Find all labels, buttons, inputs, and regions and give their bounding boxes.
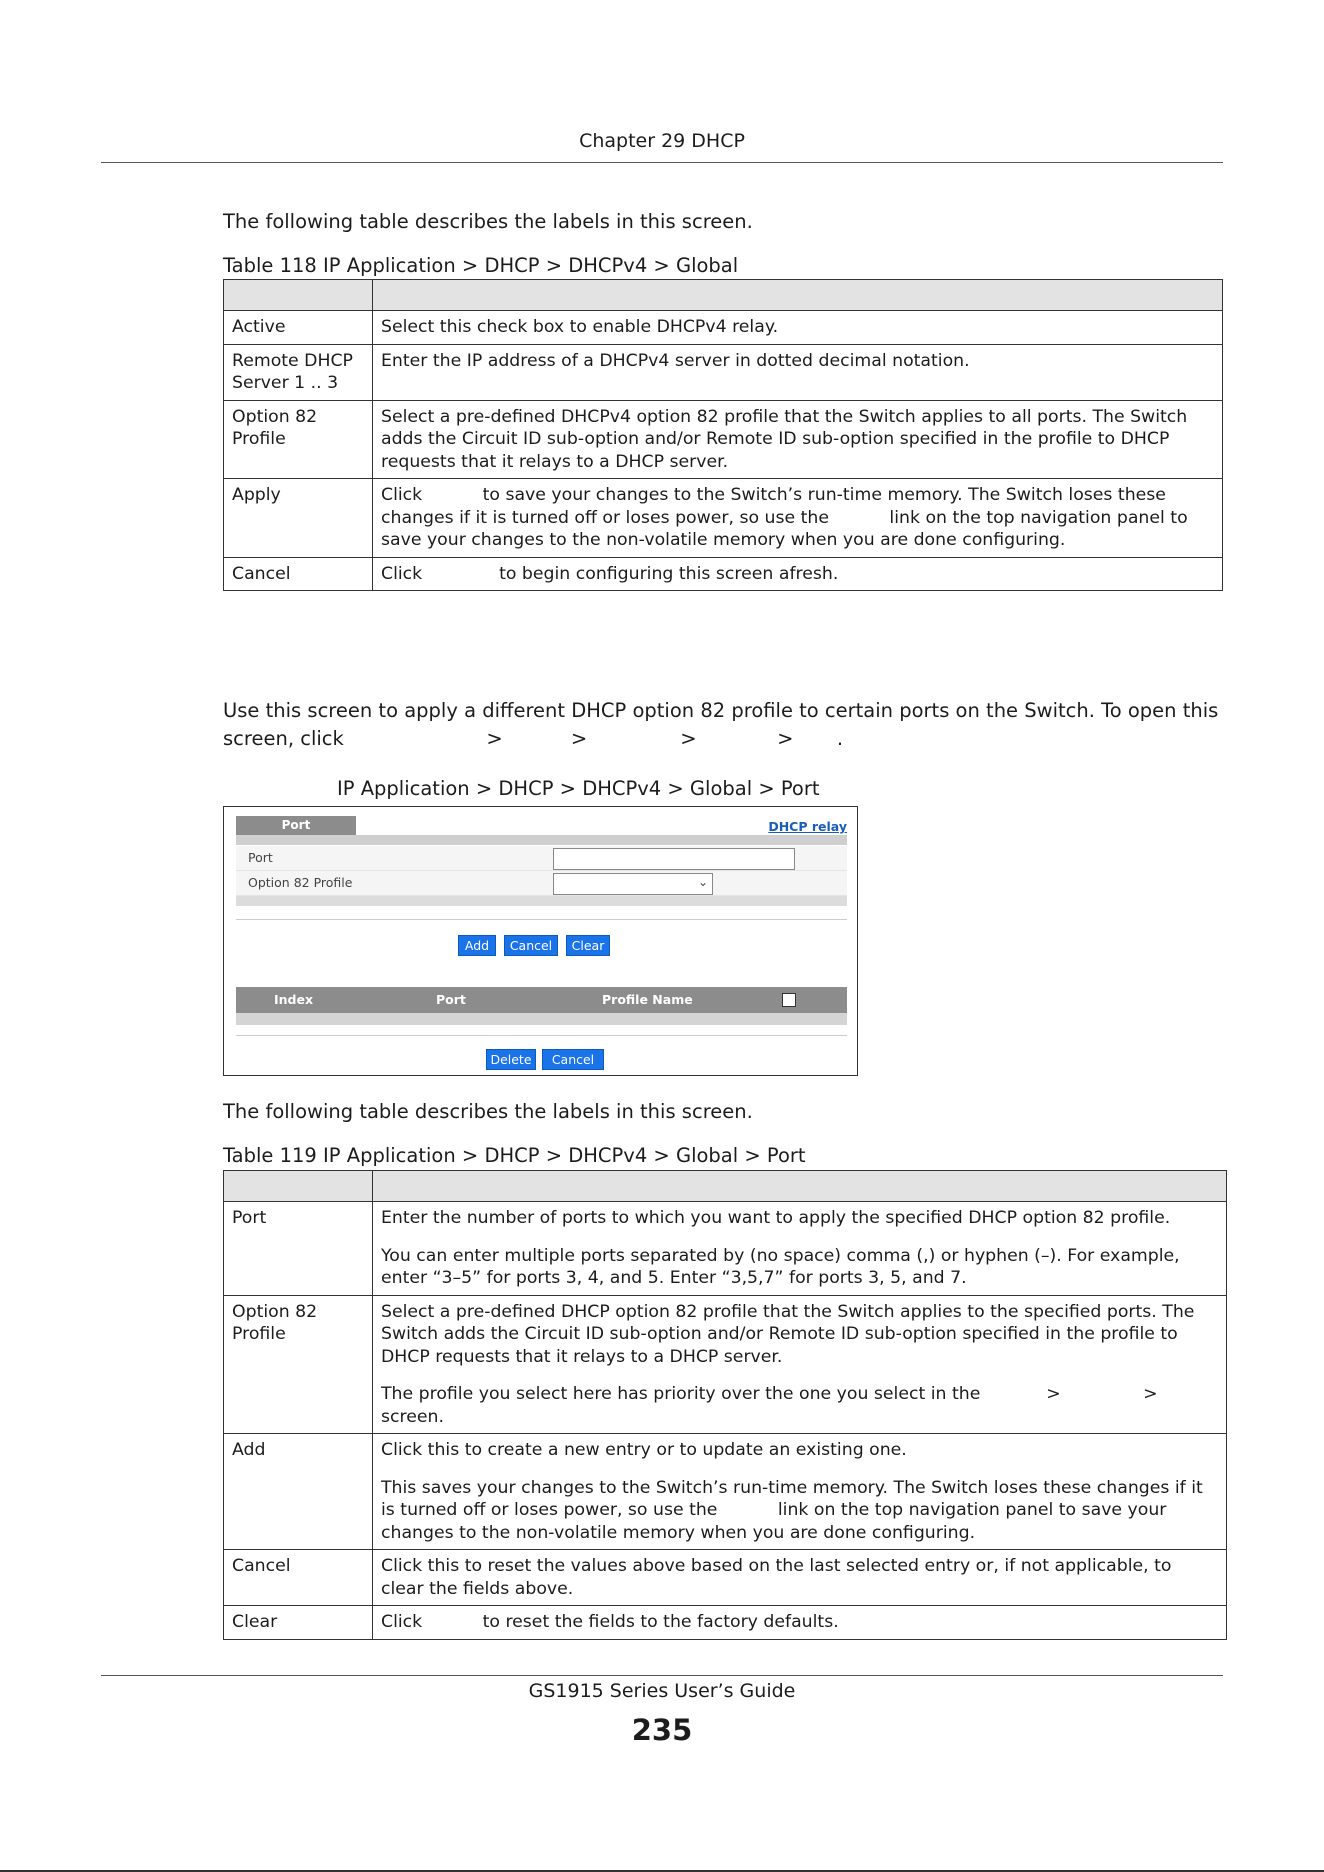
col-port: Port — [436, 992, 466, 1007]
row-description: Click to reset the fields to the factory defaults. — [373, 1606, 1227, 1640]
grid-header — [236, 987, 847, 1013]
port-row — [236, 846, 847, 871]
row-label: Remote DHCP Server 1 .. 3 — [224, 344, 373, 400]
row-label: Cancel — [224, 557, 373, 591]
cancel-button-2[interactable]: Cancel — [542, 1049, 604, 1070]
table-row — [224, 311, 1223, 345]
table-row — [224, 1202, 1227, 1296]
table-118 — [223, 279, 1223, 591]
option82-row — [236, 871, 847, 896]
table-row — [224, 557, 1223, 591]
port-input[interactable] — [553, 848, 795, 870]
port-screen-intro-line1: Use this screen to apply a different DHCP option 82 profile to certain ports on the Switch. To open this — [223, 699, 1219, 722]
figure-caption: IP Application > DHCP > DHCPv4 > Global > Port — [337, 777, 820, 800]
row-description: Click to save your changes to the Switch’s run-time memory. The Switch loses these changes if it is turned off or loses power, so use the link on the top navigation panel to save your changes to the non-volatile memory when you are done configuring. — [373, 479, 1223, 558]
table-row — [224, 479, 1223, 558]
footer-rule — [101, 1675, 1223, 1676]
row-label: Clear — [224, 1606, 373, 1640]
dhcp-relay-link[interactable]: DHCP relay — [768, 819, 847, 834]
port-screen-figure — [223, 806, 858, 1076]
guide-title: GS1915 Series User’s Guide — [528, 1680, 796, 1702]
row-description: Select a pre-defined DHCP option 82 profile that the Switch applies to the specified ports. The Switch adds the Circuit ID sub-option and/or Remote ID sub-option specified in the profile to DHCP requests that it relays to a DHCP server. The profile you select here has priority over the one you select in the > > screen. — [373, 1295, 1227, 1434]
table-row — [224, 1295, 1227, 1434]
col-index: Index — [274, 992, 314, 1007]
option82-select[interactable] — [553, 873, 713, 895]
table-row — [224, 344, 1223, 400]
tab-strip — [236, 835, 847, 845]
delete-button[interactable]: Delete — [486, 1049, 536, 1070]
grid-body — [236, 1013, 847, 1025]
select-all-checkbox[interactable] — [782, 993, 796, 1007]
row-description: Click this to create a new entry or to update an existing one. This saves your changes to the Switch’s run-time memory. The Switch loses these changes if it is turned off or loses power, so use the link on the top navigation panel to save your changes to the non-volatile memory when you are done configuring. — [373, 1434, 1227, 1550]
table-row — [224, 1550, 1227, 1606]
col-profile-name: Profile Name — [602, 992, 693, 1007]
option82-label: Option 82 Profile — [248, 875, 353, 890]
row-label: Active — [224, 311, 373, 345]
chapter-header: Chapter 29 DHCP — [579, 130, 745, 152]
row-label: Option 82 Profile — [224, 400, 373, 479]
row-description: Select a pre-defined DHCPv4 option 82 profile that the Switch applies to all ports. The Switch adds the Circuit ID sub-option and/or Remote ID sub-option specified in the profile to DHCP requests that it relays to a DHCP server. — [373, 400, 1223, 479]
row-label: Option 82 Profile — [224, 1295, 373, 1434]
port-label: Port — [248, 850, 273, 865]
divider — [236, 1035, 847, 1036]
table-row — [224, 1434, 1227, 1550]
table119-caption: Table 119 IP Application > DHCP > DHCPv4 > Global > Port — [223, 1144, 806, 1167]
row-label: Cancel — [224, 1550, 373, 1606]
form-separator — [236, 896, 847, 906]
row-label: Port — [224, 1202, 373, 1296]
row-description: Click to begin configuring this screen afresh. — [373, 557, 1223, 591]
table-header-row — [224, 1171, 1227, 1202]
row-description: Click this to reset the values above based on the last selected entry or, if not applicable, to clear the fields above. — [373, 1550, 1227, 1606]
chevron-down-icon: ⌄ — [697, 875, 708, 889]
table-row — [224, 1606, 1227, 1640]
row-description: Enter the IP address of a DHCPv4 server in dotted decimal notation. — [373, 344, 1223, 400]
row-description: Enter the number of ports to which you want to apply the specified DHCP option 82 profile. You can enter multiple ports separated by (no space) comma (,) or hyphen (–). For example, enter “3–5” for ports 3, 4, and 5. Enter “3,5,7” for ports 3, 5, and 7. — [373, 1202, 1227, 1296]
row-label: Apply — [224, 479, 373, 558]
table119-intro: The following table describes the labels in this screen. — [223, 1100, 753, 1123]
row-description: Select this check box to enable DHCPv4 relay. — [373, 311, 1223, 345]
row-label: Add — [224, 1434, 373, 1550]
cancel-button[interactable]: Cancel — [504, 935, 558, 956]
table118-intro: The following table describes the labels in this screen. — [223, 210, 753, 233]
table118-caption: Table 118 IP Application > DHCP > DHCPv4 > Global — [223, 254, 739, 277]
table-119 — [223, 1170, 1252, 1640]
add-button[interactable]: Add — [458, 935, 496, 956]
port-screen-intro-line2: screen, click > > > > . — [223, 727, 844, 750]
table-row — [224, 400, 1223, 479]
page-number: 235 — [631, 1713, 693, 1747]
table-header-row — [224, 280, 1223, 311]
header-rule — [101, 162, 1223, 163]
divider — [236, 919, 847, 920]
clear-button[interactable]: Clear — [566, 935, 610, 956]
tab-port[interactable]: Port — [236, 816, 356, 835]
